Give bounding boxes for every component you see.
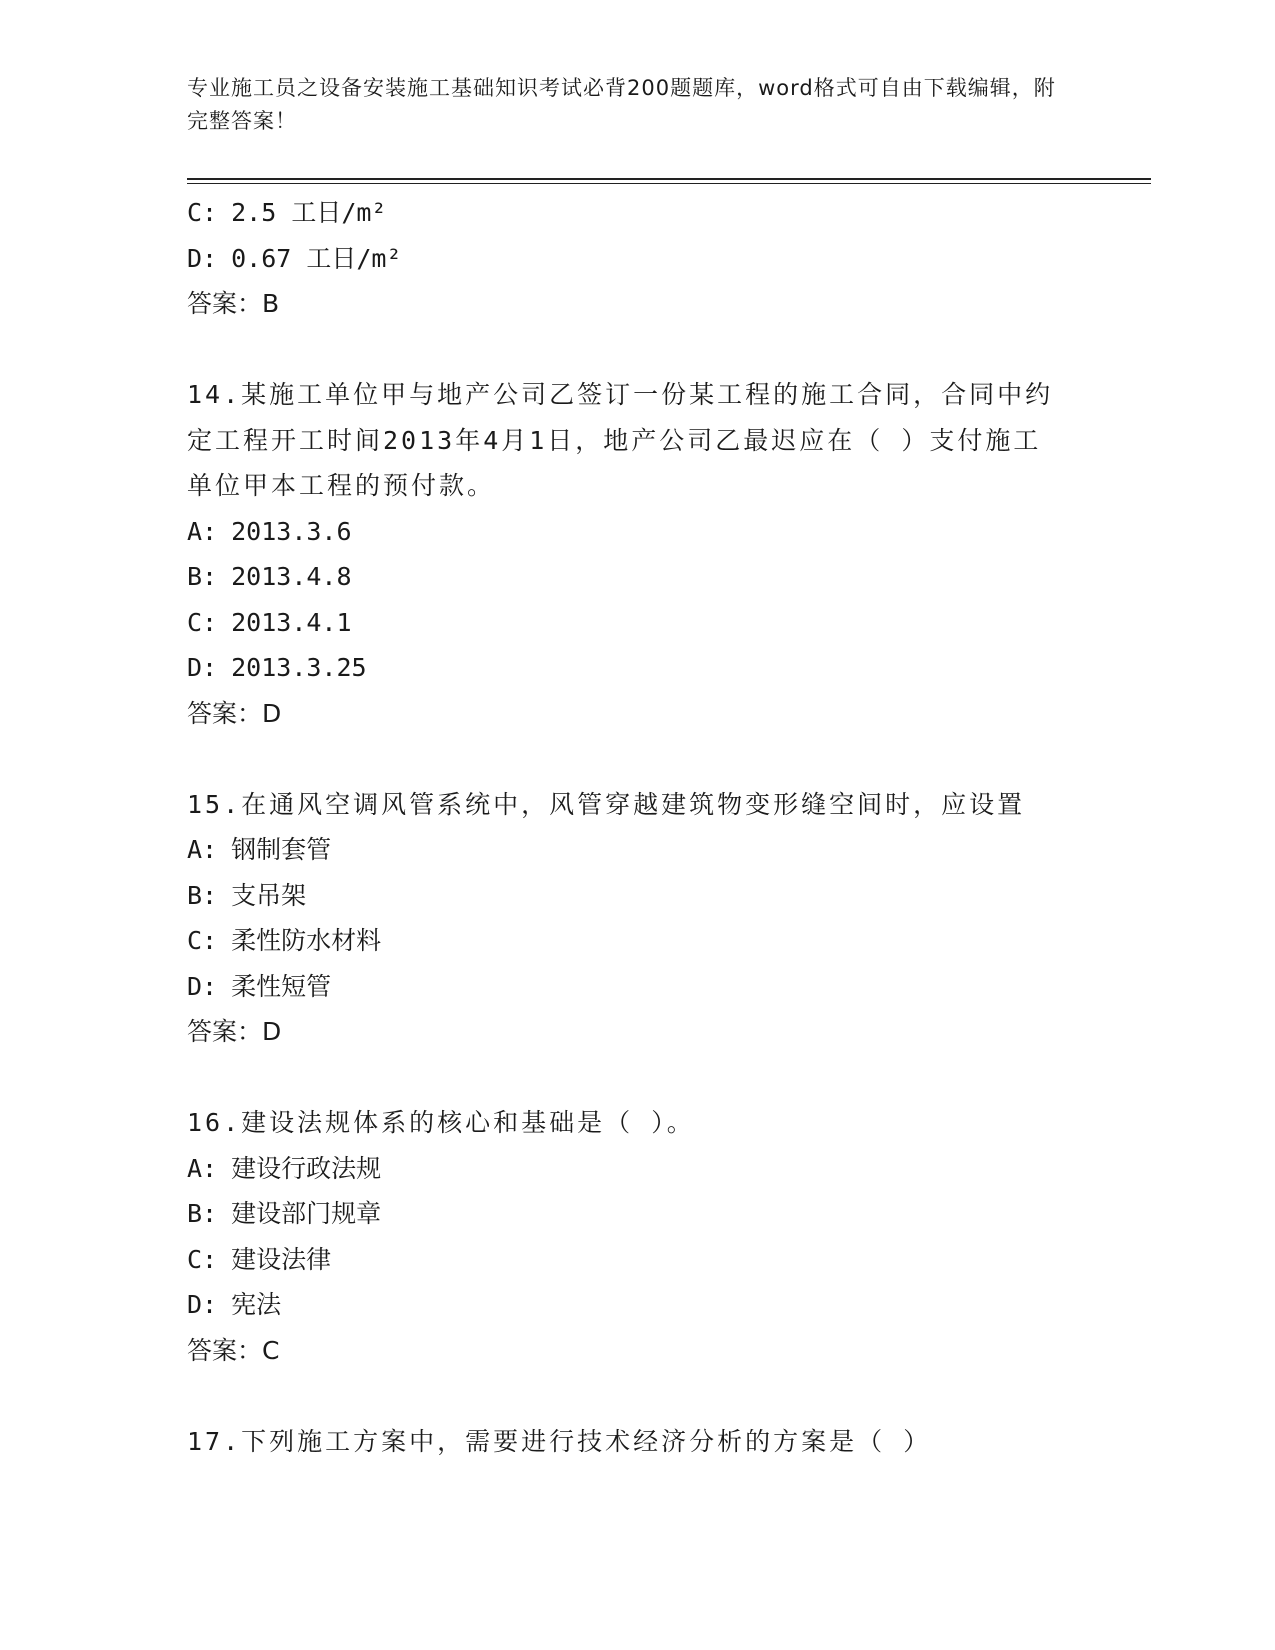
answer-line: 答案：C [187,1335,280,1365]
option-key: D: [187,1290,218,1319]
answer-line: 答案：B [187,289,280,318]
option-key: B: [187,880,218,910]
option-text: 建设行政法规 [231,1153,382,1183]
option-key: D: [187,653,218,682]
question-stem-14: 14.某施工单位甲与地产公司乙签订一份某工程的施工合同，合同中约定工程开工时间2013年4月1日，地产公司乙最迟应在（ ）支付施工单位甲本工程的预付款。 [187,380,1054,500]
option-key: D: [187,243,218,273]
option-text: 钢制套管 [231,835,332,864]
option-text: 2013.4.8 [231,562,352,591]
option-row [187,964,1087,1010]
option-row [187,236,1087,282]
answer-line: 答案：D [187,698,282,728]
option-key: C: [187,607,218,637]
option-text: 2013.3.25 [231,653,367,682]
question-stem-16: 16.建设法规体系的核心和基础是（ ）。 [187,1108,695,1137]
question-stem-17: 17.下列施工方案中，需要进行技术经济分析的方案是（ ） [187,1426,932,1456]
question-stem-15: 15.在通风空调风管系统中，风管穿越建筑物变形缝空间时，应设置 [187,789,1026,819]
option-key: A: [187,516,218,546]
option-key: A: [187,1153,218,1183]
option-key: B: [187,562,218,591]
answer-line: 答案：D [187,1017,282,1046]
option-text: 建设法律 [231,1244,332,1274]
option-row [187,873,1087,919]
option-text: 2.5 工日/m² [231,198,387,227]
document-header-title: 专业施工员之设备安装施工基础知识考试必背200题题库，word格式可自由下载编辑，附完整答案！ [187,76,1056,133]
option-row [187,1146,1087,1192]
option-key: C: [187,1244,218,1274]
option-row [187,918,1087,964]
option-text: 支吊架 [231,880,307,910]
option-key: B: [187,1199,218,1228]
question-content [187,190,1087,1464]
option-row [187,827,1087,873]
option-row [187,190,1087,236]
option-row [187,645,1087,691]
option-text: 宪法 [231,1290,282,1319]
option-key: C: [187,198,218,227]
option-text: 2013.3.6 [231,516,352,546]
option-text: 柔性短管 [231,971,332,1001]
option-row [187,600,1087,646]
header-rule-thin [187,183,1151,184]
option-text: 柔性防水材料 [231,926,382,955]
option-row [187,1237,1087,1283]
option-text: 2013.4.1 [231,607,352,637]
option-key: A: [187,835,218,864]
option-row [187,1191,1087,1237]
option-text: 0.67 工日/m² [231,243,402,273]
option-key: D: [187,971,218,1001]
option-text: 建设部门规章 [231,1199,382,1228]
option-row [187,1282,1087,1328]
option-row [187,509,1087,555]
header-rule-thick [187,178,1151,180]
option-row [187,554,1087,600]
option-key: C: [187,926,218,955]
